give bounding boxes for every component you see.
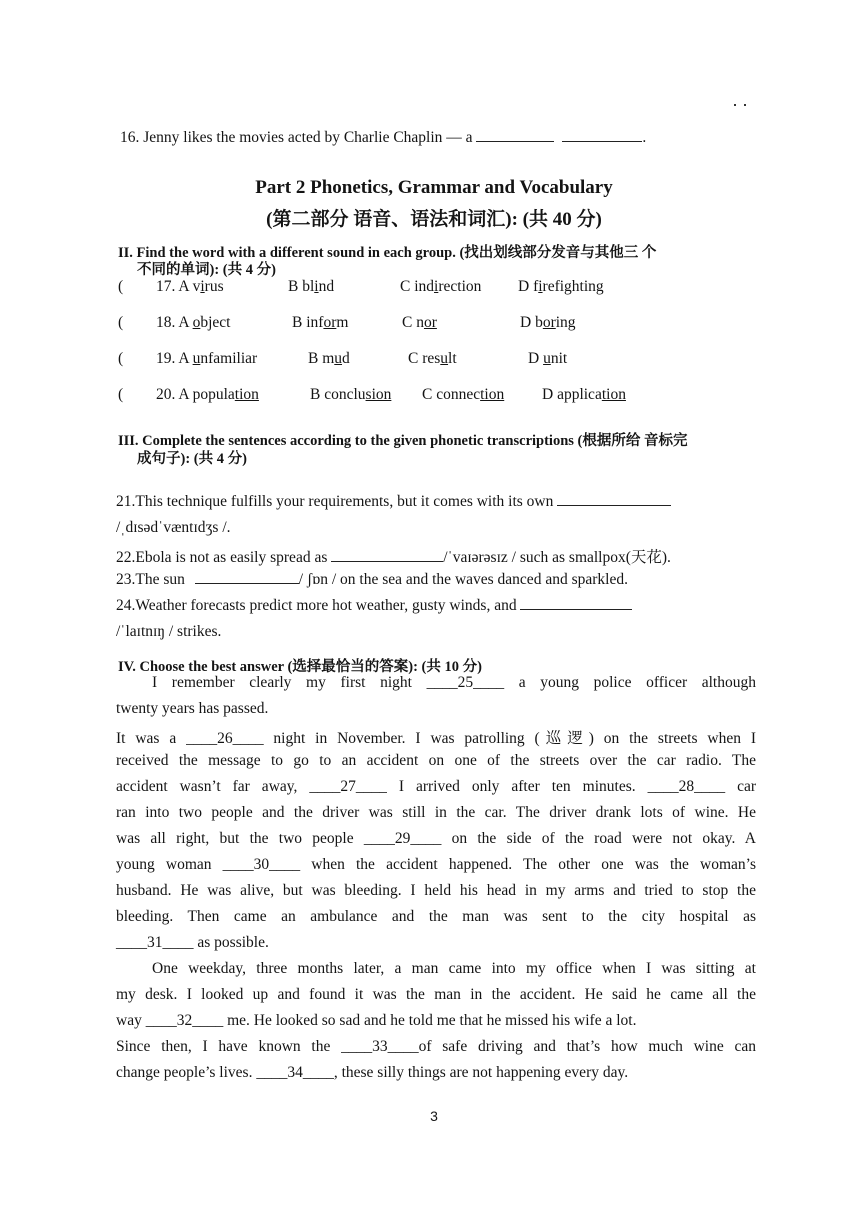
answer-blank (331, 560, 443, 562)
answer-blank (476, 140, 554, 142)
answer-blank (557, 504, 671, 506)
question-22: 22.Ebola is not as easily spread as /ˈvaɪərəsɪz / such as smallpox(天花). (116, 549, 671, 566)
passage-line: young woman ____30____ when the accident happened. The other one was the woman’s (116, 856, 756, 873)
section-2-heading-line1: II. Find the word with a different sound in each group. (找出划线部分发音与其他三 个 (118, 245, 657, 261)
question-21-phonetic: /ˌdɪsədˈvæntɪdʒs /. (116, 519, 231, 536)
option-b: B blind (288, 278, 335, 295)
passage-line: accident wasn’t far away, ____27____ I arrived only after ten minutes. ____28____ car (116, 778, 756, 795)
option-c: C nor (402, 314, 437, 331)
option-d: D firefighting (518, 278, 604, 295)
question-19 (118, 350, 758, 372)
answer-paren: ( (118, 386, 124, 403)
passage-line: bleeding. Then came an ambulance and the man was sent to the city hospital as (116, 908, 756, 925)
part2-title: Part 2 Phonetics, Grammar and Vocabulary (255, 177, 613, 198)
question-24-phonetic: /ˈlaɪtnɪŋ / strikes. (116, 623, 222, 640)
passage-line: received the message to go to an accident on one of the streets over the car radio. The (116, 752, 756, 769)
section-4-heading: IV. Choose the best answer (选择最恰当的答案): (共 10 分) (118, 659, 482, 675)
option-a: 18. A object (156, 314, 231, 331)
scan-speck (744, 104, 746, 106)
question-23: 23.The sun / ʃɒn / on the sea and the waves danced and sparkled. (116, 571, 628, 588)
question-24: 24.Weather forecasts predict more hot weather, gusty winds, and (116, 597, 632, 615)
option-b: B inform (292, 314, 349, 331)
passage-line: twenty years has passed. (116, 700, 269, 717)
passage-line: was all right, but the two people ____29____ on the side of the road were not okay. A (116, 830, 756, 847)
question-16 (120, 129, 646, 147)
option-b: B conclusion (310, 386, 392, 403)
passage-line: husband. He was alive, but was bleeding. I held his head in my arms and tried to stop the (116, 882, 756, 899)
passage-line: It was a ____26____ night in November. I was patrolling (巡逻) on the streets when I (116, 730, 756, 747)
section-2-heading-line2: 不同的单词): (共 4 分) (137, 262, 276, 278)
answer-paren: ( (118, 350, 124, 367)
option-d: D boring (520, 314, 576, 331)
passage-line: ran into two people and the driver was still in the car. The driver drank lots of wine. He (116, 804, 756, 821)
option-c: C connection (422, 386, 505, 403)
passage-line: my desk. I looked up and found it was the man in the accident. He said he came all the (116, 986, 756, 1003)
answer-paren: ( (118, 278, 124, 295)
section-3-heading-line2: 成句子): (共 4 分) (137, 451, 247, 467)
option-b: B mud (308, 350, 350, 367)
part2-subtitle: (第二部分 语音、语法和词汇): (共 40 分) (266, 209, 602, 230)
passage-line: Since then, I have known the ____33____of safe driving and that’s how much wine can (116, 1038, 756, 1055)
question-16-text: 16. Jenny likes the movies acted by Charlie Chaplin — a (120, 129, 473, 146)
passage-line: way ____32____ me. He looked so sad and he told me that he missed his wife a lot. (116, 1012, 637, 1029)
answer-blank (520, 608, 632, 610)
page-number: 3 (430, 1108, 438, 1124)
answer-paren: ( (118, 314, 124, 331)
answer-blank (562, 140, 642, 142)
option-a: 20. A population (156, 386, 259, 403)
option-c: C result (408, 350, 457, 367)
passage-line: change people’s lives. ____34____, these silly things are not happening every day. (116, 1064, 629, 1081)
passage-line: One weekday, three months later, a man came into my office when I was sitting at (152, 960, 756, 977)
period: . (642, 129, 647, 146)
question-18 (118, 314, 758, 336)
option-c: C indirection (400, 278, 482, 295)
question-20 (118, 386, 758, 408)
answer-blank (195, 582, 299, 584)
question-21: 21.This technique fulfills your requirements, but it comes with its own (116, 493, 671, 511)
option-d: D unit (528, 350, 568, 367)
passage-line: I remember clearly my first night ____25____ a young police officer although (152, 674, 756, 691)
option-a: 19. A unfamiliar (156, 350, 258, 367)
option-d: D application (542, 386, 626, 403)
section-3-heading-line1: III. Complete the sentences according to the given phonetic transcriptions (根据所给 音标完 (118, 433, 688, 449)
question-17 (118, 278, 758, 300)
passage-line: ____31____ as possible. (116, 934, 269, 951)
option-a: 17. A virus (156, 278, 224, 295)
scan-speck (734, 104, 736, 106)
